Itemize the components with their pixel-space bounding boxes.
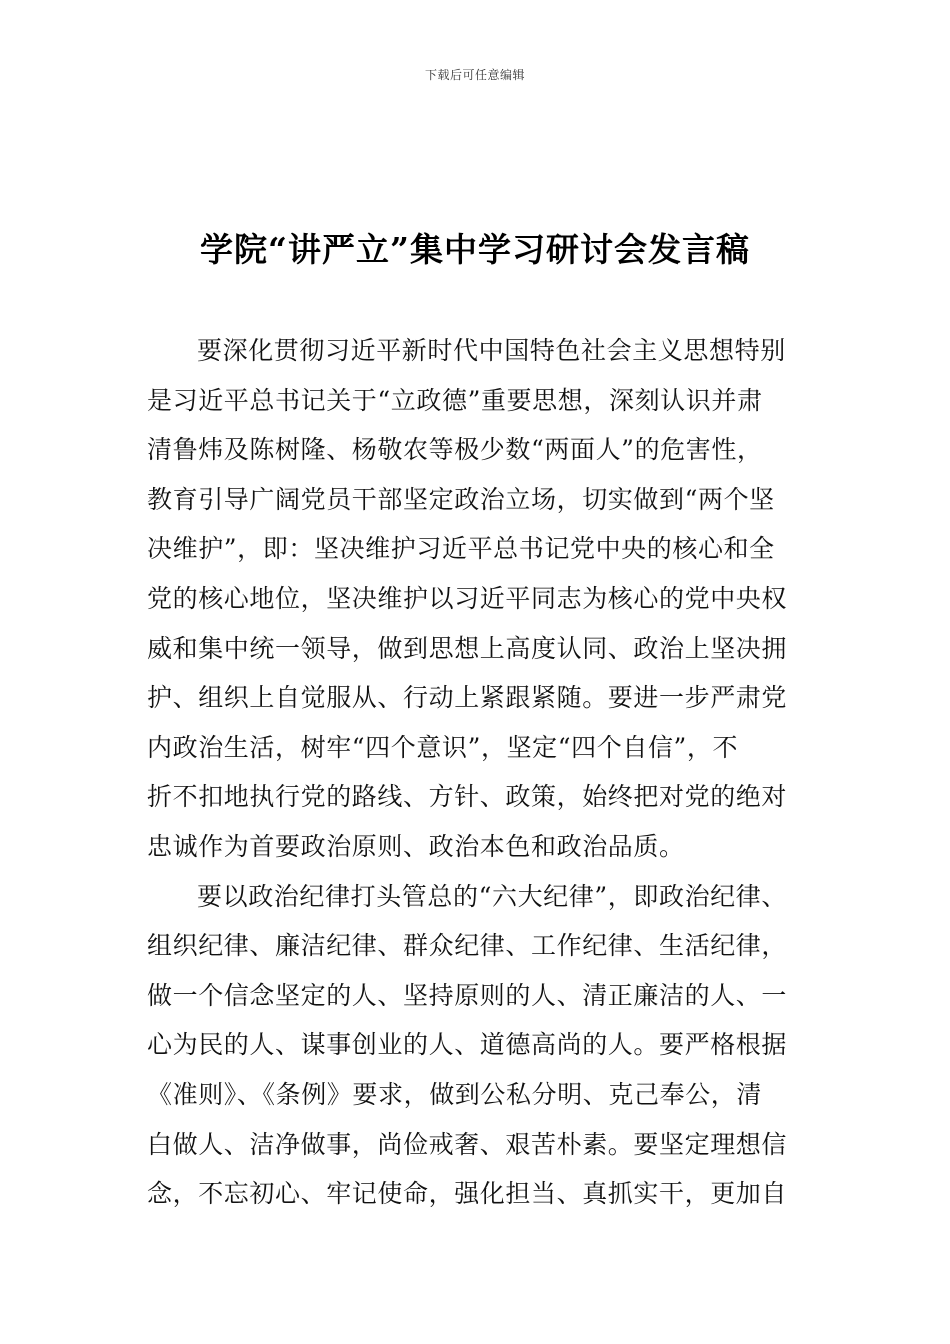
text-line: 《准则》、《条例》要求，做到公私分明、克己奉公，清 <box>147 1079 763 1109</box>
document-body <box>147 326 807 1219</box>
text-line: 威和集中统一领导，做到思想上高度认同、政治上坚决拥 <box>147 633 788 663</box>
document-title: 学院“讲严立”集中学习研讨会发言稿 <box>200 230 750 269</box>
text-line: 内政治生活，树牢“四个意识”，坚定“四个自信”，不 <box>147 732 739 762</box>
text-line: 忠诚作为首要政治原则、政治本色和政治品质。 <box>147 831 685 861</box>
text-line: 护、组织上自觉服从、行动上紧跟紧随。要进一步严肃党 <box>147 683 788 713</box>
text-line: 是习近平总书记关于“立政德”重要思想，深刻认识并肃 <box>147 385 763 415</box>
text-line: 做一个信念坚定的人、坚持原则的人、清正廉洁的人、一 <box>147 980 788 1010</box>
paragraph-1 <box>147 326 807 872</box>
paragraph-2 <box>147 872 807 1219</box>
text-line: 要深化贯彻习近平新时代中国特色社会主义思想特别 <box>197 336 786 365</box>
text-line: 折不扣地执行党的路线、方针、政策，始终把对党的绝对 <box>147 782 788 812</box>
text-line: 白做人、洁净做事，尚俭戒奢、艰苦朴素。要坚定理想信 <box>147 1129 788 1159</box>
text-line: 要以政治纪律打头管总的“六大纪律”，即政治纪律、 <box>197 881 787 911</box>
header-note: 下载后可任意编辑 <box>424 68 525 82</box>
text-line: 组织纪律、廉洁纪律、群众纪律、工作纪律、生活纪律， <box>147 931 788 961</box>
text-line: 念，不忘初心、牢记使命，强化担当、真抓实干，更加自 <box>147 1179 788 1209</box>
text-line: 党的核心地位，坚决维护以习近平同志为核心的党中央权 <box>147 583 788 613</box>
text-line: 决维护”，即：坚决维护习近平总书记党中央的核心和全 <box>147 534 775 564</box>
text-line: 心为民的人、谋事创业的人、道德高尚的人。要严格根据 <box>147 1030 788 1060</box>
text-line: 清鲁炜及陈树隆、杨敬农等极少数“两面人”的危害性， <box>147 435 763 465</box>
text-line: 教育引导广阔党员干部坚定政治立场，切实做到“两个坚 <box>147 484 775 514</box>
